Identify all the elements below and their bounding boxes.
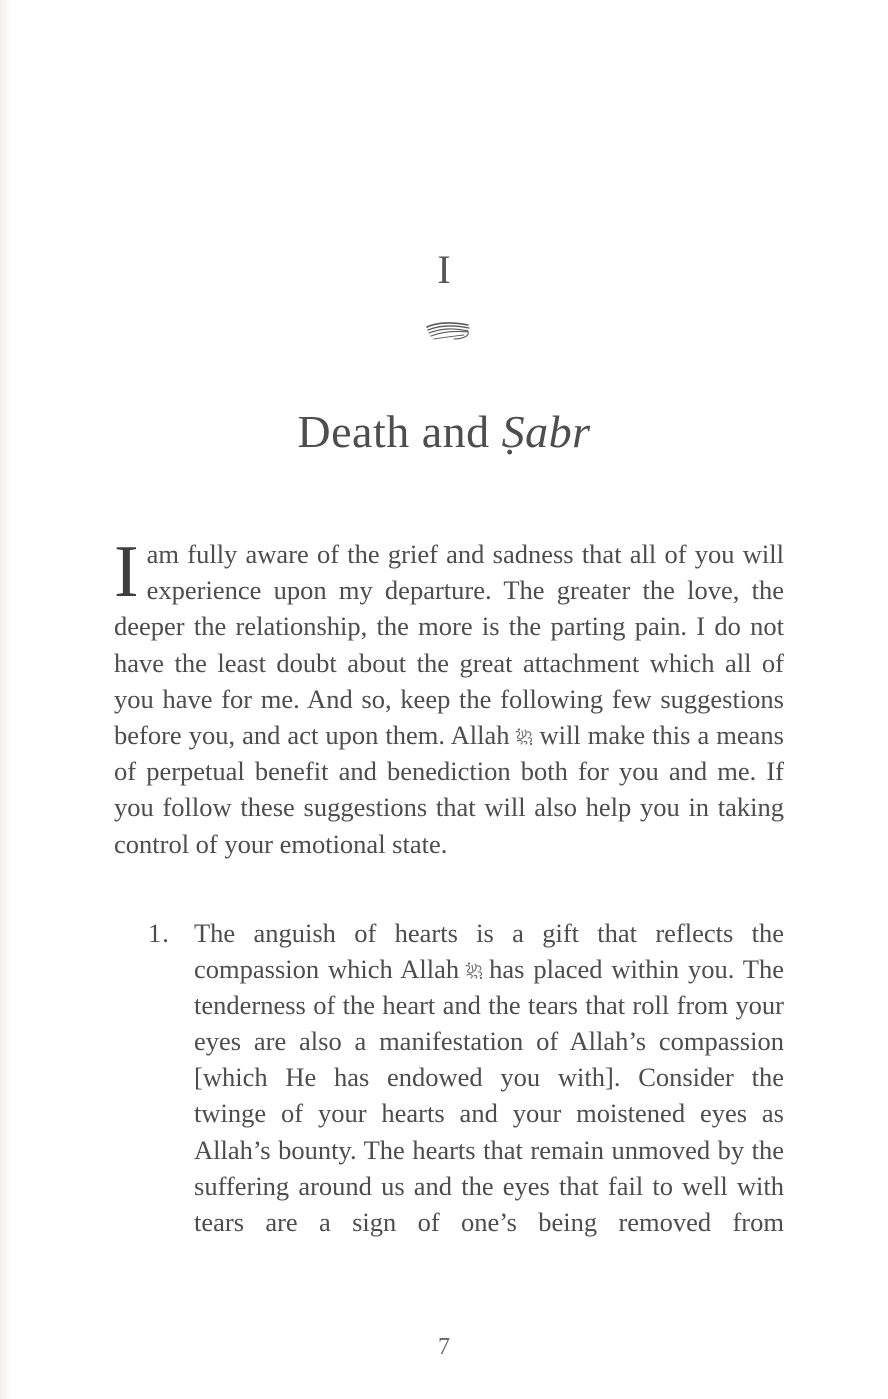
- list-item: [148, 915, 784, 1240]
- flourish-ornament-icon: [424, 319, 472, 345]
- drop-cap: I: [114, 531, 139, 613]
- honorific-ligature-icon: [513, 728, 535, 746]
- list-item-text: [194, 915, 784, 1240]
- page-number: 7: [438, 1334, 450, 1360]
- chapter-title-main: Death and: [297, 406, 502, 457]
- list-item-number: 1.: [148, 918, 170, 948]
- page-gutter-shadow: [0, 0, 12, 1399]
- honorific-ligature-icon: [463, 962, 485, 980]
- list-item-text-part-1: The anguish of hearts is a gift that reflects the compassion which Allah: [194, 918, 784, 985]
- chapter-title-italic-term: Ṣabr: [501, 406, 591, 457]
- list-item-text-part-2: has placed within you. The tenderness of the heart and the tears that roll from your eyes are also a manifestation of Allah’s compassion [which He has endowed you with]. Consider the twinge of your hearts and your moistened eyes as Allah’s bounty. The hearts that remain unmoved by the suffering around us and the eyes that fail to well with tears are a sign of one’s being removed from: [194, 954, 784, 1237]
- chapter-number: I: [437, 247, 451, 292]
- chapter-title: [0, 404, 888, 460]
- opening-paragraph: [114, 531, 784, 862]
- paragraph-text-part-1: am fully aware of the grief and sadness that all of you will experience upon my departure. The greater the love, the deeper the relationship, the more is the parting pain. I do not have the least doubt about the great attachment which all of you have for me. And so, keep the following few suggestions before you, and act upon them. Allah: [114, 539, 784, 751]
- paragraph-text-part-2: will make this a means of perpetual benefit and benediction both for you and me. If you follow these suggestions that will also help you in taking control of your emotional state.: [114, 720, 784, 859]
